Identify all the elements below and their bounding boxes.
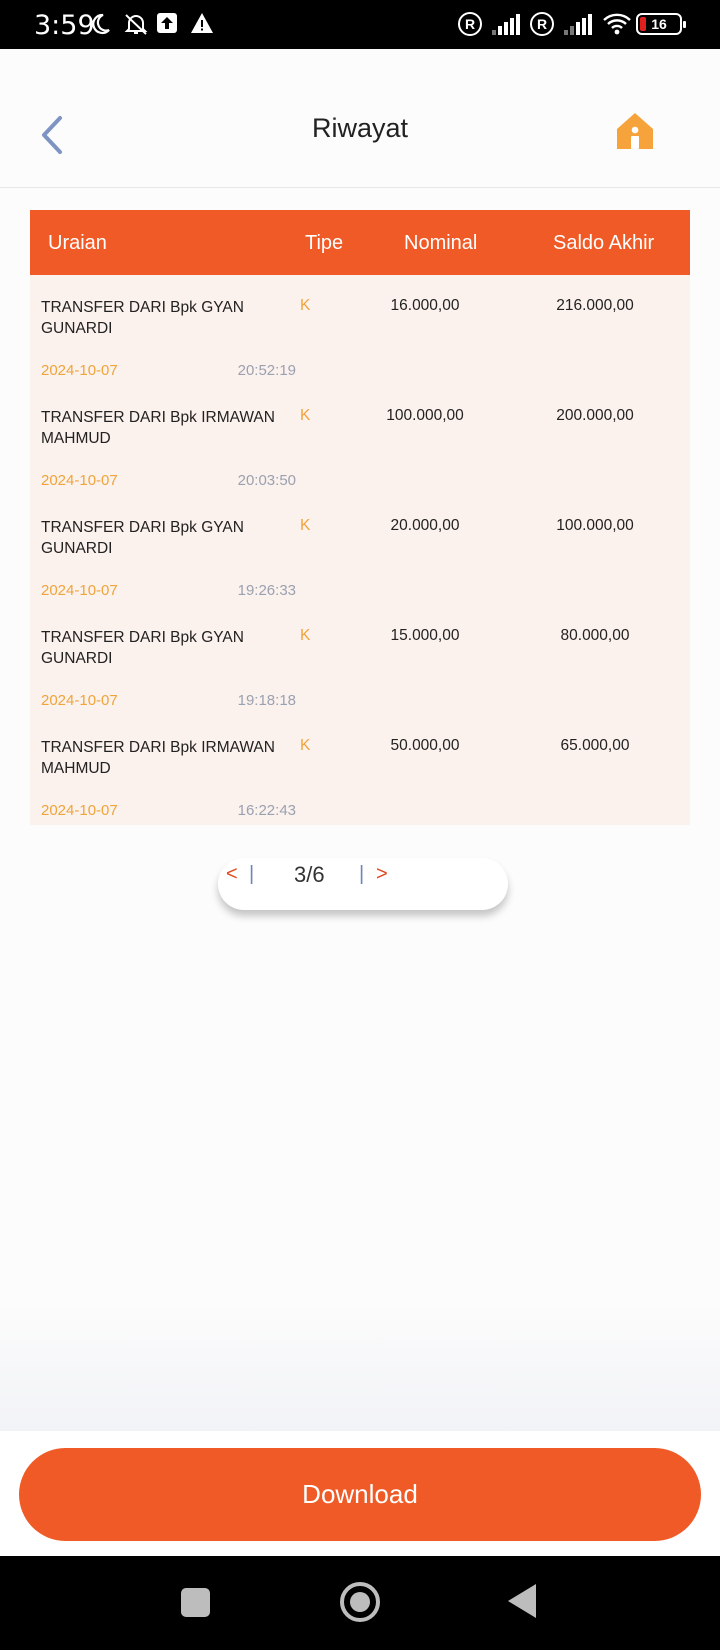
- row-saldo: 200.000,00: [556, 407, 634, 424]
- column-header-uraian: Uraian: [48, 232, 107, 254]
- bottom-fade: [0, 1300, 720, 1431]
- signal-icon: [564, 13, 592, 35]
- row-type: K: [300, 627, 311, 644]
- registered-icon: R: [458, 12, 482, 36]
- download-button[interactable]: Download: [19, 1448, 701, 1541]
- row-time: 20:03:50: [237, 472, 296, 489]
- home-nav-icon[interactable]: [340, 1582, 380, 1622]
- column-header-nominal: Nominal: [404, 232, 478, 254]
- app-header: [0, 49, 720, 188]
- table-row[interactable]: [30, 605, 690, 715]
- row-type: K: [300, 407, 311, 424]
- table-row[interactable]: [30, 715, 690, 825]
- row-time: 19:26:33: [237, 582, 296, 599]
- row-time: 16:22:43: [237, 802, 296, 819]
- row-saldo: 80.000,00: [560, 627, 630, 644]
- registered-icon: R: [530, 12, 554, 36]
- row-description: TRANSFER DARI Bpk IRMAWAN MAHMUD: [41, 739, 275, 777]
- row-nominal: 50.000,00: [390, 737, 460, 754]
- row-description: TRANSFER DARI Bpk GYAN GUNARDI: [41, 299, 244, 337]
- back-nav-icon[interactable]: [508, 1584, 536, 1618]
- row-nominal: 15.000,00: [390, 627, 460, 644]
- row-date: 2024-10-07: [41, 582, 118, 599]
- status-time: 3:59: [34, 10, 95, 41]
- table-row[interactable]: [30, 495, 690, 605]
- row-date: 2024-10-07: [41, 472, 118, 489]
- pagination: [218, 858, 508, 910]
- row-saldo: 65.000,00: [560, 737, 630, 754]
- column-header-saldo-akhir: Saldo Akhir: [553, 232, 655, 254]
- row-date: 2024-10-07: [41, 802, 118, 819]
- history-table: [30, 210, 690, 825]
- status-right-icons: [458, 12, 682, 36]
- row-date: 2024-10-07: [41, 362, 118, 379]
- chevron-left-icon: [34, 146, 70, 163]
- pagination-separator: |: [249, 863, 255, 885]
- home-icon: [615, 138, 655, 155]
- row-type: K: [300, 517, 311, 534]
- status-bar: [0, 0, 720, 49]
- row-saldo: 100.000,00: [556, 517, 634, 534]
- table-row[interactable]: [30, 275, 690, 385]
- row-nominal: 100.000,00: [386, 407, 464, 424]
- recent-apps-icon[interactable]: [181, 1588, 210, 1617]
- row-time: 20:52:19: [237, 362, 296, 379]
- bell-off-icon: [122, 12, 146, 36]
- row-date: 2024-10-07: [41, 692, 118, 709]
- row-type: K: [300, 737, 311, 754]
- column-header-tipe: Tipe: [305, 232, 344, 254]
- prev-page-button[interactable]: <: [226, 863, 238, 885]
- table-header: [30, 210, 690, 275]
- status-left-icons: [88, 12, 214, 36]
- pagination-separator: |: [359, 863, 365, 885]
- system-nav-bar: [0, 1556, 720, 1650]
- signal-icon: [492, 13, 520, 35]
- battery-level: 16: [651, 16, 667, 32]
- row-nominal: 20.000,00: [390, 517, 460, 534]
- page-title: Riwayat: [311, 113, 409, 143]
- wifi-icon: [602, 12, 626, 36]
- row-description: TRANSFER DARI Bpk IRMAWAN MAHMUD: [41, 409, 275, 447]
- next-page-button[interactable]: >: [376, 863, 388, 885]
- row-description: TRANSFER DARI Bpk GYAN GUNARDI: [41, 519, 244, 557]
- home-button[interactable]: [615, 111, 655, 151]
- table-row[interactable]: [30, 385, 690, 495]
- row-time: 19:18:18: [237, 692, 296, 709]
- warning-icon: [190, 12, 214, 36]
- battery-icon: [636, 13, 682, 35]
- row-type: K: [300, 297, 311, 314]
- page-indicator: 3/6: [294, 862, 325, 887]
- row-nominal: 16.000,00: [390, 297, 460, 314]
- row-saldo: 216.000,00: [556, 297, 634, 314]
- row-description: TRANSFER DARI Bpk GYAN GUNARDI: [41, 629, 244, 667]
- upload-icon: [156, 12, 180, 36]
- bottom-action-area: [0, 1431, 720, 1556]
- moon-icon: [88, 12, 112, 36]
